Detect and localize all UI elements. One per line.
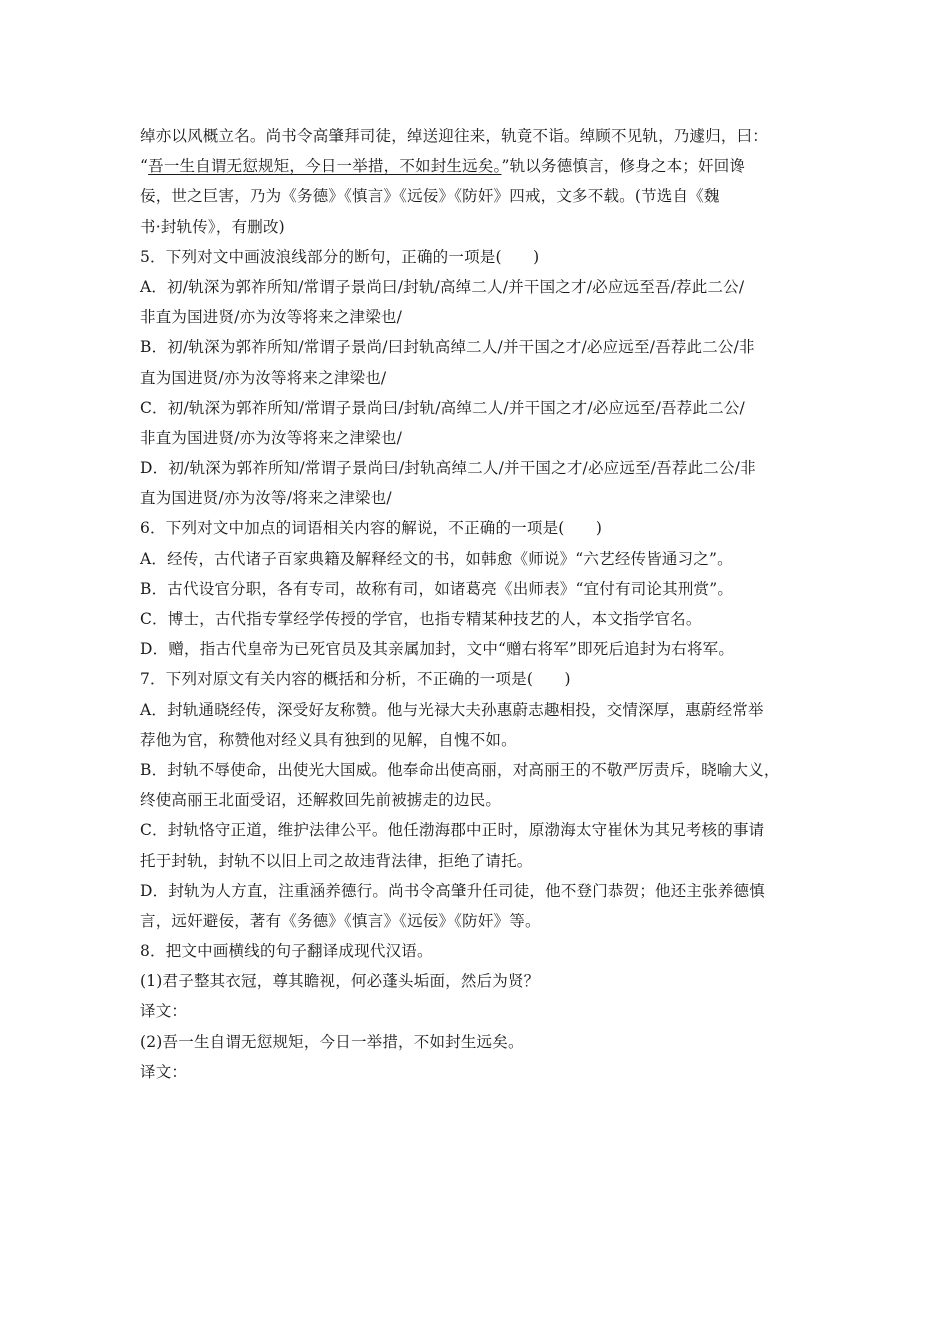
question-8-sentence-1: (1)君子整其衣冠，尊其瞻视，何必蓬头垢面，然后为贤？ xyxy=(140,972,540,991)
question-5-option-b: B．初/轨深为郭祚所知/常谓子景尚/曰封轨高绰二人/并干国之才/必应远至/吾荐此二公/非 xyxy=(140,338,755,357)
question-7-option-c-cont: 托于封轨，封轨不以旧上司之故违背法律，拒绝了请托。 xyxy=(140,851,533,870)
question-5-option-d-cont: 直为国进贤/亦为汝等/将来之津梁也/ xyxy=(140,489,392,508)
document-page xyxy=(140,121,820,1087)
question-5-option-d: D．初/轨深为郭祚所知/常谓子景尚曰/封轨高绰二人/并干国之才/必应远至/吾荐此二公/非 xyxy=(140,459,756,478)
question-6-option-b: B．古代设官分职，各有专司，故称有司，如诸葛亮《出师表》“宜付有司论其刑赏”。 xyxy=(140,579,734,598)
question-8-stem: 8．把文中画横线的句子翻译成现代汉语。 xyxy=(140,942,433,961)
question-8-translation-1-label: 译文： xyxy=(140,1002,188,1021)
question-6-option-c: C．博士，古代指专掌经学传授的学官，也指专精某种技艺的人，本文指学官名。 xyxy=(140,610,702,628)
question-5-stem: 5．下列对文中画波浪线部分的断句，正确的一项是( ) xyxy=(140,247,540,266)
quote-open: “ xyxy=(140,157,149,176)
question-7-option-b-cont: 终使高丽王北面受诏，还解救回先前被掳走的边民。 xyxy=(140,791,502,810)
underlined-sentence: 吾一生自谓无愆规矩，今日一举措，不如封生远矣。 xyxy=(148,157,502,176)
question-8-translation-2-label: 译文： xyxy=(140,1062,188,1081)
passage-line-4: 书·封轨传》，有删改) xyxy=(140,217,285,236)
question-5-option-c-cont: 非直为国进贤/亦为汝等将来之津梁也/ xyxy=(140,428,403,447)
question-7-option-a-cont: 荐他为官，称赞他对经义具有独到的见解，自愧不如。 xyxy=(140,730,517,749)
passage-line-1: 绰亦以风概立名。尚书令高肇拜司徒，绰送迎往来，轨竟不诣。绰顾不见轨，乃遽归，曰： xyxy=(140,127,769,145)
question-8-sentence-2: (2)吾一生自谓无愆规矩，今日一举措，不如封生远矣。 xyxy=(140,1032,524,1051)
question-5-option-c: C．初/轨深为郭祚所知/常谓子景尚曰/封轨/高绰二人/并干国之才/必应远至/吾荐此二公/ xyxy=(140,398,745,417)
question-6-option-a: A．经传，古代诸子百家典籍及解释经文的书，如韩愈《师说》“六艺经传皆通习之”。 xyxy=(140,549,733,568)
question-5-option-a: A．初/轨深为郭祚所知/常谓子景尚曰/封轨/高绰二人/并干国之才/必应远至吾/荐此二公/ xyxy=(140,277,745,296)
question-6-stem: 6．下列对文中加点的词语相关内容的解说，不正确的一项是( ) xyxy=(140,519,603,538)
question-7-option-c: C．封轨恪守正道，维护法律公平。他任渤海郡中正时，原渤海太守崔休为其兄考核的事请 xyxy=(140,821,765,840)
question-5-option-a-cont: 非直为国进贤/亦为汝等将来之津梁也/ xyxy=(140,308,403,327)
passage-line-2-rest: ”轨以务德慎言，修身之本；奸回谗 xyxy=(501,157,746,176)
passage-line-2 xyxy=(140,151,820,181)
question-5-option-b-cont: 直为国进贤/亦为汝等将来之津梁也/ xyxy=(140,368,387,387)
passage-line-3: 佞，世之巨害，乃为《务德》《慎言》《远佞》《防奸》四戒，文多不载。(节选自《魏 xyxy=(140,187,720,206)
question-6-option-d: D．赠，指古代皇帝为已死官员及其亲属加封，文中“赠右将军”即死后追封为右将军。 xyxy=(140,640,735,659)
question-7-option-a: A．封轨通晓经传，深受好友称赞。他与光禄大夫孙惠蔚志趣相投，交情深厚，惠蔚经常举 xyxy=(140,700,764,719)
question-7-option-d-cont: 言，远奸避佞，著有《务德》《慎言》《远佞》《防奸》等。 xyxy=(140,911,541,930)
question-7-option-b: B．封轨不辱使命，出使光大国威。他奉命出使高丽，对高丽王的不敬严厉责斥，晓喻大义， xyxy=(140,760,780,779)
question-7-option-d: D．封轨为人方直，注重涵养德行。尚书令高肇升任司徒，他不登门恭贺；他还主张养德慎 xyxy=(140,881,765,900)
question-7-stem: 7．下列对原文有关内容的概括和分析，不正确的一项是( ) xyxy=(140,670,571,689)
